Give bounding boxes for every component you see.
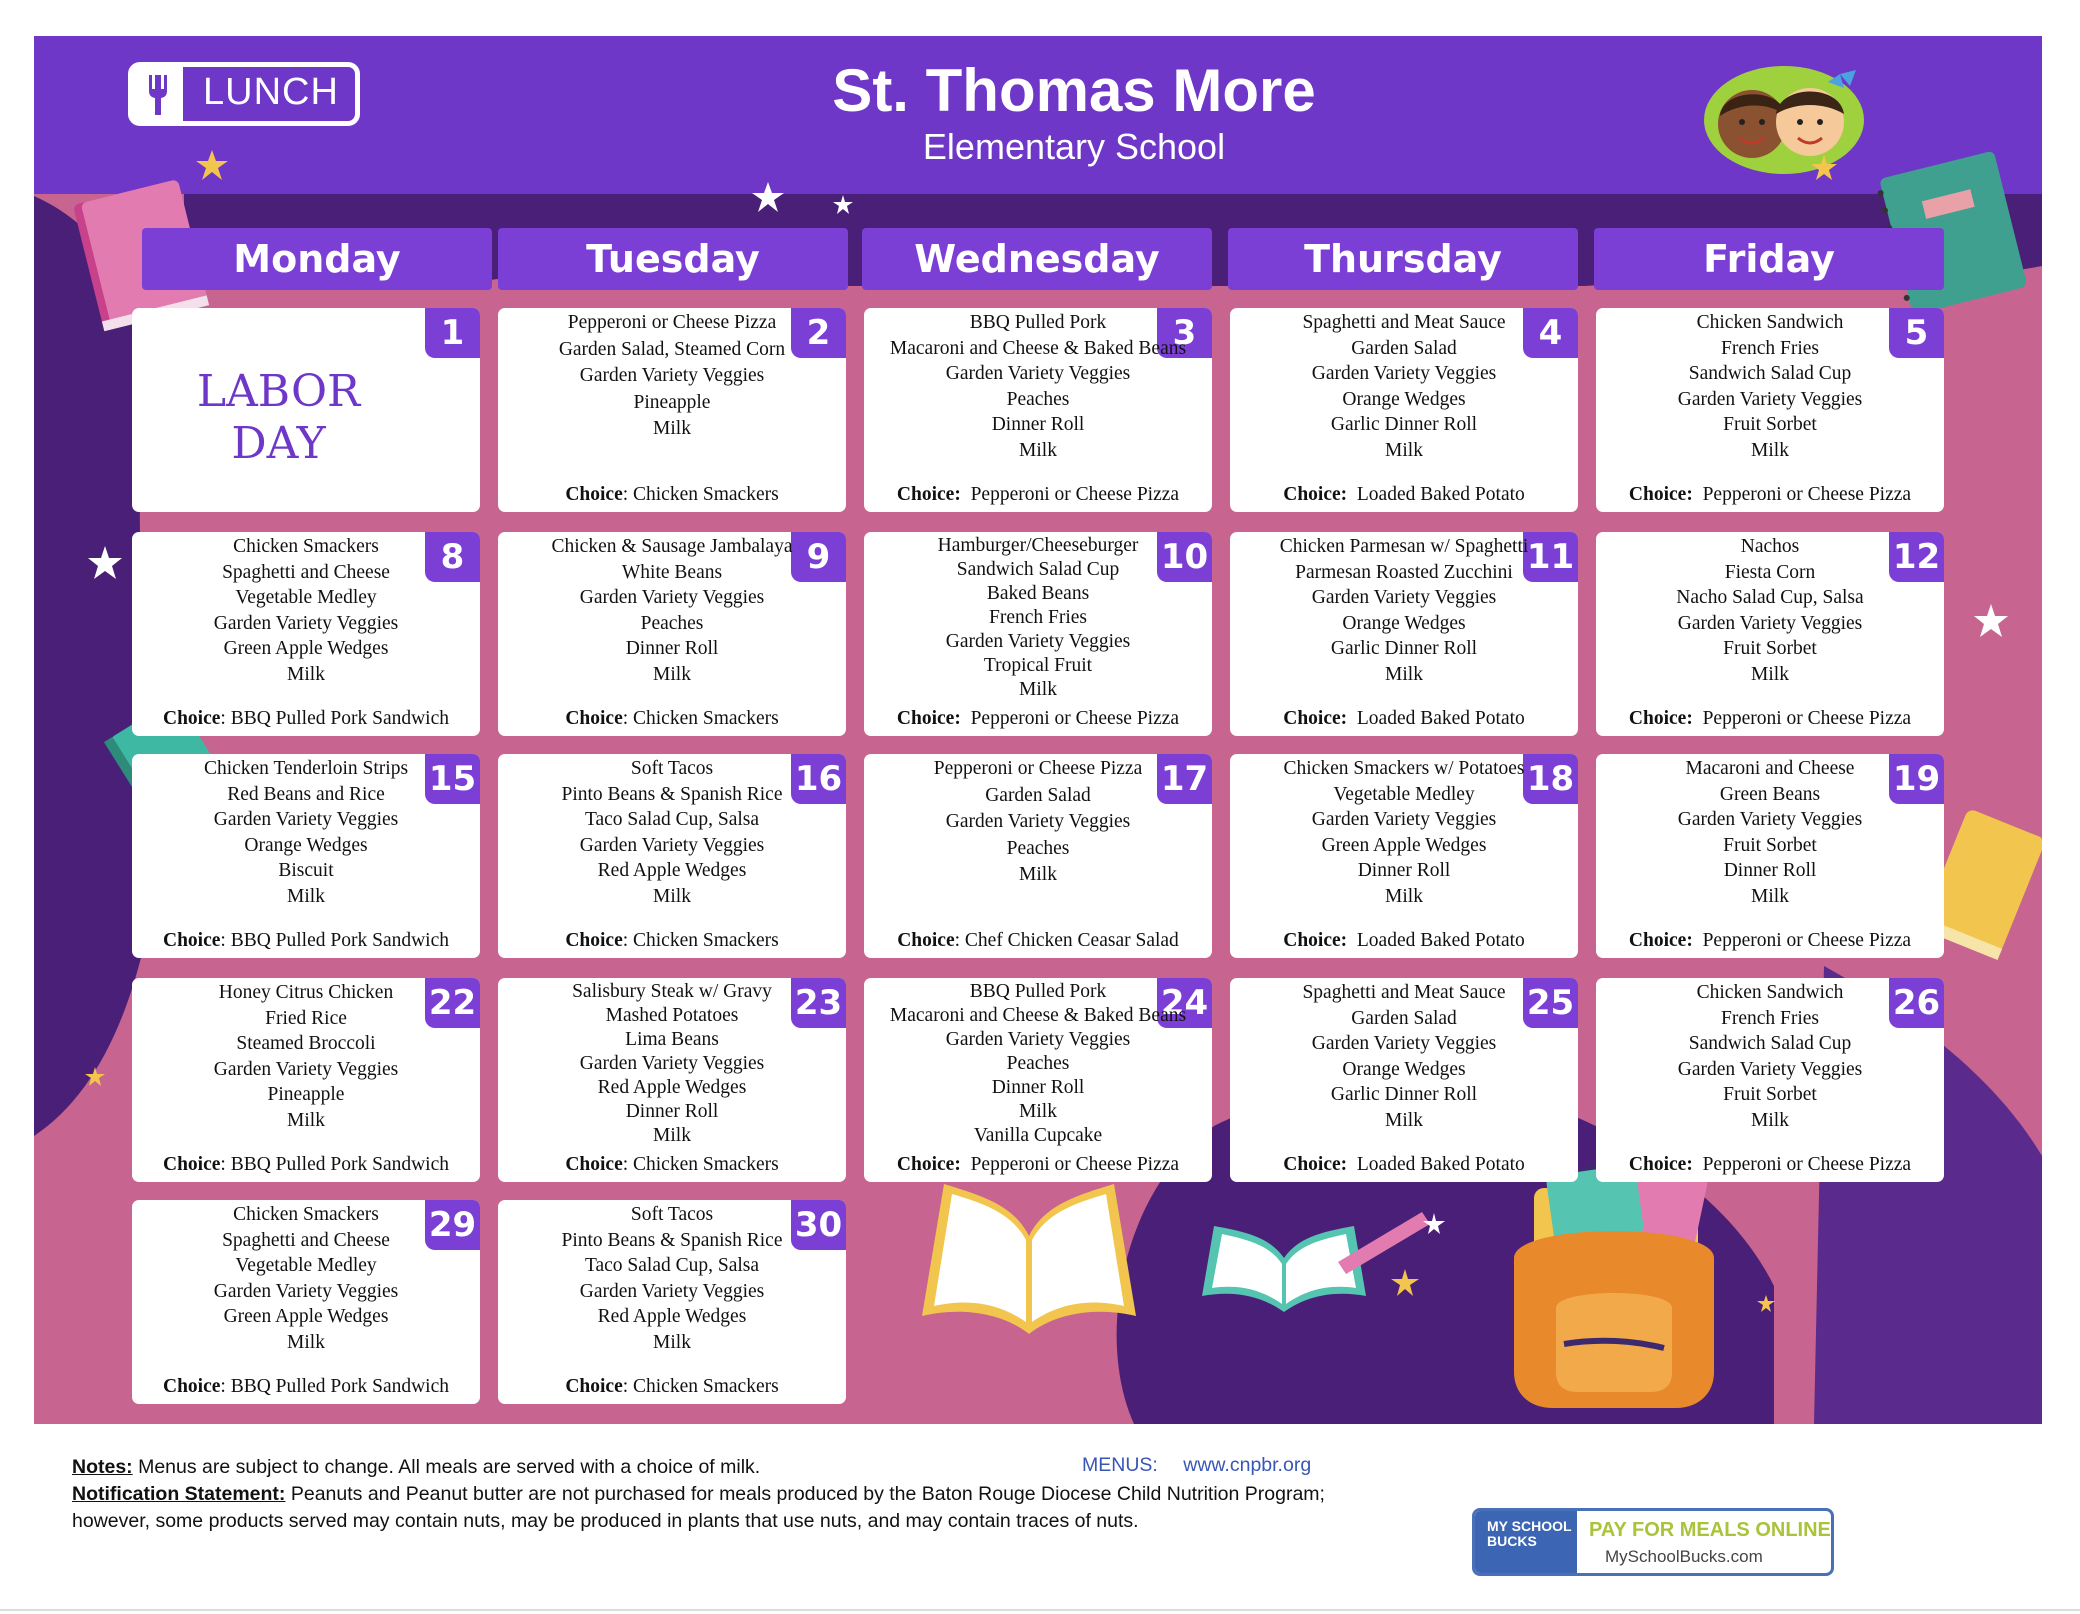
choice-value: : BBQ Pulled Pork Sandwich (220, 1154, 449, 1175)
choice-value: Pepperoni or Cheese Pizza (1692, 484, 1912, 505)
fork-icon (133, 67, 183, 121)
choice-line (498, 930, 846, 952)
date-badge: 16 (791, 754, 846, 804)
menu-item: Garlic Dinner Roll (1330, 638, 1478, 659)
star-icon (1972, 602, 2010, 640)
menu-items (498, 980, 846, 1148)
choice-value: : BBQ Pulled Pork Sandwich (220, 1376, 449, 1397)
menu-items (864, 756, 1212, 889)
menu-item: Soft Tacos (630, 1204, 714, 1225)
day-cell (132, 754, 480, 958)
menu-item: Honey Citrus Chicken (218, 982, 394, 1003)
star-icon (84, 1066, 106, 1088)
menu-item: Vegetable Medley (1333, 783, 1475, 805)
menu-item: Pepperoni or Cheese Pizza (933, 758, 1143, 779)
notification-line-2 (72, 1508, 1325, 1535)
day-cell (498, 308, 846, 512)
day-cell (132, 1200, 480, 1404)
menu-item: Chicken Sandwich (1696, 982, 1844, 1003)
date-badge: 3 (1157, 308, 1212, 358)
choice-line (864, 708, 1212, 730)
menu-item: Taco Salad Cup, Salsa (584, 809, 760, 830)
day-cell (1596, 978, 1944, 1182)
menu-item: Orange Wedges (1342, 1058, 1466, 1080)
day-cell (1230, 754, 1578, 958)
menu-item: Red Beans and Rice (227, 783, 385, 805)
choice-label: Choice: (1283, 708, 1348, 729)
date-badge: 30 (791, 1200, 846, 1250)
menu-item: Garden Variety Veggies (1311, 363, 1497, 384)
menu-items (498, 534, 846, 687)
menu-item: Milk (287, 1331, 325, 1353)
menu-items (1596, 756, 1944, 909)
choice-label: Choice (565, 1376, 623, 1397)
menu-item: Garden Variety Veggies (1677, 388, 1863, 410)
choice-value: : BBQ Pulled Pork Sandwich (220, 930, 449, 951)
menu-item: Peaches (1006, 837, 1070, 859)
lunch-label: LUNCH (203, 71, 339, 113)
menu-item: Garden Variety Veggies (579, 365, 765, 386)
menu-item: Milk (1019, 679, 1057, 700)
choice-line (864, 484, 1212, 506)
menu-item: Garden Variety Veggies (1677, 809, 1863, 830)
menu-item: Macaroni and Cheese & Baked Beans (889, 1005, 1187, 1026)
menu-item: Vegetable Medley (235, 587, 377, 608)
menu-item: Dinner Roll (625, 638, 719, 659)
menu-item: Garden Variety Veggies (213, 1280, 399, 1302)
menu-item: Peaches (1006, 1053, 1070, 1074)
choice-label: Choice: (1283, 1154, 1348, 1175)
choice-value: Loaded Baked Potato (1347, 930, 1525, 951)
menu-item: Milk (653, 663, 691, 685)
menu-item: White Beans (621, 561, 723, 583)
choice-label: Choice: (1283, 930, 1348, 951)
choice-value: : Chicken Smackers (622, 1154, 779, 1175)
date-badge: 8 (425, 532, 480, 582)
choice-label: Choice: (896, 484, 961, 505)
weekday-header-friday: Friday (1594, 228, 1944, 290)
menu-item: Dinner Roll (1723, 860, 1817, 881)
menu-item: Chicken Smackers (233, 536, 379, 557)
choice-label: Choice: (1283, 484, 1348, 505)
date-badge: 23 (791, 978, 846, 1028)
menu-item: Milk (1385, 1109, 1423, 1131)
menu-item: Garden Variety Veggies (579, 834, 765, 856)
date-badge: 1 (425, 308, 480, 358)
choice-label: Choice (565, 484, 623, 505)
menu-items (132, 756, 480, 909)
menu-item: Sandwich Salad Cup (956, 559, 1120, 580)
choice-line (132, 930, 480, 952)
day-cell (132, 308, 480, 512)
menu-items (1230, 310, 1578, 463)
day-cell (498, 754, 846, 958)
open-book-icon (904, 1166, 1154, 1346)
choice-label: Choice (565, 708, 623, 729)
menu-item: Milk (653, 418, 691, 439)
menu-items (864, 980, 1212, 1148)
open-book-icon (1188, 1186, 1458, 1326)
choice-value: : Chef Chicken Ceasar Salad (954, 930, 1179, 951)
notes-text: Menus are subject to change. All meals are served with a choice of milk. (132, 1456, 761, 1478)
menu-item: Garden Variety Veggies (1311, 1033, 1497, 1054)
lunch-badge (128, 62, 360, 126)
menu-item: Peaches (640, 612, 704, 634)
choice-line (1230, 484, 1578, 506)
menu-item: Red Apple Wedges (597, 1077, 747, 1098)
date-badge: 5 (1889, 308, 1944, 358)
menu-items (1596, 534, 1944, 687)
menu-item: Green Beans (1719, 783, 1821, 805)
choice-line (132, 708, 480, 730)
kids-faces-icon (1700, 58, 1864, 176)
menu-item: Fruit Sorbet (1723, 414, 1817, 435)
menu-item: Milk (1751, 1109, 1789, 1131)
choice-value: Loaded Baked Potato (1347, 484, 1525, 505)
menu-item: Nacho Salad Cup, Salsa (1676, 587, 1864, 608)
choice-line (1596, 930, 1944, 952)
menu-item: Garden Variety Veggies (579, 1053, 765, 1074)
day-cell (498, 978, 846, 1182)
star-icon (750, 180, 786, 216)
menu-item: Parmesan Roasted Zucchini (1295, 561, 1513, 583)
menu-item: Milk (653, 1125, 691, 1146)
notification-label: Notification Statement: (72, 1483, 286, 1505)
star-icon (1390, 1268, 1420, 1298)
menu-item: Milk (287, 1109, 325, 1131)
date-badge: 17 (1157, 754, 1212, 804)
menu-item: BBQ Pulled Pork (969, 981, 1107, 1002)
day-cell (498, 532, 846, 736)
menu-items (132, 534, 480, 687)
menu-item: Milk (287, 663, 325, 685)
menu-item: Vegetable Medley (235, 1255, 377, 1276)
menu-poster (34, 36, 2042, 1424)
menu-items (864, 310, 1212, 463)
menu-item: Garden Salad (985, 784, 1091, 806)
menu-item: Pineapple (267, 1084, 345, 1105)
choice-line (1596, 708, 1944, 730)
star-icon (1422, 1212, 1446, 1236)
choice-label: Choice (163, 708, 221, 729)
choice-label: Choice: (896, 1154, 961, 1175)
menu-item: Chicken Smackers (233, 1204, 379, 1225)
menu-item: Milk (1385, 885, 1423, 907)
menu-item: Macaroni and Cheese (1685, 758, 1855, 779)
menu-items (1230, 980, 1578, 1133)
menu-item: Garlic Dinner Roll (1330, 414, 1478, 435)
weekday-header-tuesday: Tuesday (498, 228, 848, 290)
menu-items (498, 310, 846, 443)
choice-label: Choice: (1628, 930, 1693, 951)
menu-item: Garden Variety Veggies (945, 631, 1131, 652)
menu-item: Milk (1751, 663, 1789, 685)
choice-value: Loaded Baked Potato (1347, 708, 1525, 729)
choice-label: Choice: (1628, 484, 1693, 505)
menu-item: Milk (1385, 663, 1423, 685)
choice-line (1230, 1154, 1578, 1176)
menu-item: Macaroni and Cheese & Baked Beans (889, 337, 1187, 359)
day-cell (864, 532, 1212, 736)
menu-item: Garden Variety Veggies (1311, 587, 1497, 608)
choice-label: Choice (163, 930, 221, 951)
choice-value: : Chicken Smackers (622, 1376, 779, 1397)
day-cell (132, 978, 480, 1182)
date-badge: 24 (1157, 978, 1212, 1028)
menus-url[interactable]: www.cnpbr.org (1183, 1454, 1312, 1476)
menu-item: Chicken Sandwich (1696, 312, 1844, 333)
weekday-header-wednesday: Wednesday (862, 228, 1212, 290)
choice-label: Choice: (1628, 1154, 1693, 1175)
school-title: St. Thomas More (832, 57, 1316, 124)
menu-items (864, 534, 1212, 702)
menu-item: Garden Variety Veggies (213, 809, 399, 830)
day-cell (864, 978, 1212, 1182)
menu-item: Spaghetti and Meat Sauce (1302, 312, 1506, 333)
holiday-word: LABOR (196, 366, 361, 417)
day-cell (1230, 978, 1578, 1182)
weekday-header-monday: Monday (142, 228, 492, 290)
choice-label: Choice (163, 1376, 221, 1397)
menu-item: Milk (1019, 864, 1057, 885)
menu-item: Garden Salad (1351, 337, 1457, 359)
menu-item: Dinner Roll (991, 414, 1085, 435)
choice-value: : Chicken Smackers (622, 708, 779, 729)
choice-label: Choice (897, 930, 955, 951)
menu-item: Green Apple Wedges (1321, 834, 1487, 856)
menu-item: Garden Salad (1351, 1007, 1457, 1029)
menu-item: Chicken & Sausage Jambalaya (551, 536, 793, 557)
menu-item: Biscuit (278, 860, 334, 881)
choice-label: Choice (163, 1154, 221, 1175)
menu-item: Vanilla Cupcake (973, 1125, 1103, 1146)
menu-item: Milk (1751, 885, 1789, 907)
menu-item: French Fries (1720, 337, 1820, 359)
choice-line (498, 1154, 846, 1176)
menu-item: Taco Salad Cup, Salsa (584, 1255, 760, 1276)
choice-line (132, 1376, 480, 1398)
choice-value: : Chicken Smackers (622, 484, 779, 505)
menu-item: Garden Variety Veggies (1311, 809, 1497, 830)
day-cell (864, 308, 1212, 512)
pay-for-meals-label: PAY FOR MEALS ONLINE (1589, 1519, 1831, 1541)
myschoolbucks-site[interactable]: MySchoolBucks.com (1605, 1547, 1763, 1566)
star-icon (1756, 1294, 1776, 1314)
menu-item: Mashed Potatoes (605, 1005, 739, 1026)
menu-item: Salisbury Steak w/ Gravy (572, 981, 772, 1002)
date-badge: 26 (1889, 978, 1944, 1028)
menu-item: Chicken Smackers w/ Potatoes (1283, 758, 1525, 779)
menu-item: Garden Variety Veggies (1677, 1058, 1863, 1080)
choice-value: Pepperoni or Cheese Pizza (960, 1154, 1180, 1175)
menu-item: Orange Wedges (1342, 612, 1466, 634)
date-badge: 29 (425, 1200, 480, 1250)
star-icon (194, 148, 230, 184)
menu-item: Fruit Sorbet (1723, 638, 1817, 659)
menu-item: Nachos (1740, 536, 1800, 557)
choice-line (498, 708, 846, 730)
day-cell (864, 754, 1212, 958)
day-cell (1230, 308, 1578, 512)
menu-item: Hamburger/Cheeseburger (937, 535, 1139, 556)
date-badge: 2 (791, 308, 846, 358)
choice-value: : BBQ Pulled Pork Sandwich (220, 708, 449, 729)
menu-item: Garden Salad, Steamed Corn (558, 338, 786, 360)
holiday-word: DAY (231, 418, 326, 469)
menu-item: BBQ Pulled Pork (969, 312, 1107, 333)
menu-items (498, 1202, 846, 1355)
day-cell (132, 532, 480, 736)
menu-item: Green Apple Wedges (223, 1306, 389, 1327)
star-icon (832, 194, 854, 216)
choice-value: : Chicken Smackers (622, 930, 779, 951)
choice-line (1596, 1154, 1944, 1176)
menu-item: Dinner Roll (1357, 860, 1451, 881)
choice-value: Pepperoni or Cheese Pizza (960, 708, 1180, 729)
menu-item: French Fries (988, 607, 1088, 628)
notification-line (72, 1481, 1325, 1508)
menu-item: Garden Variety Veggies (945, 363, 1131, 384)
choice-line (864, 930, 1212, 952)
date-badge: 22 (425, 978, 480, 1028)
notification-text: Peanuts and Peanut butter are not purchased for meals produced by the Baton Rouge Diocese Child Nutrition Program; (285, 1483, 1325, 1505)
menu-item: Garden Variety Veggies (945, 811, 1131, 832)
menu-item: Garden Variety Veggies (579, 587, 765, 608)
menu-item: Chicken Parmesan w/ Spaghetti (1279, 536, 1529, 557)
menus-link[interactable] (1082, 1454, 1311, 1477)
menu-item: Spaghetti and Cheese (222, 561, 390, 583)
star-icon (86, 544, 124, 582)
menu-item: Peaches (1006, 388, 1070, 410)
school-subtitle: Elementary School (922, 126, 1226, 167)
menu-item: Orange Wedges (1342, 388, 1466, 410)
menu-item: Soft Tacos (630, 758, 714, 779)
menu-item: Baked Beans (986, 583, 1090, 604)
menu-item: Milk (287, 885, 325, 907)
day-cell (1230, 532, 1578, 736)
menu-item: Pepperoni or Cheese Pizza (567, 312, 777, 333)
choice-line (1230, 930, 1578, 952)
choice-label: Choice (565, 930, 623, 951)
date-badge: 18 (1523, 754, 1578, 804)
page-divider (0, 1609, 2080, 1611)
menu-item: Fruit Sorbet (1723, 834, 1817, 856)
choice-line (1596, 484, 1944, 506)
menu-item: Sandwich Salad Cup (1688, 363, 1852, 384)
pay-online-badge[interactable] (1472, 1508, 1834, 1576)
menu-items (132, 1202, 480, 1355)
menu-items (1230, 534, 1578, 687)
menu-item: Lima Beans (625, 1029, 719, 1050)
choice-value: Pepperoni or Cheese Pizza (960, 484, 1180, 505)
menu-item: Fruit Sorbet (1723, 1084, 1817, 1105)
day-cell (1596, 754, 1944, 958)
menu-item: Pinto Beans & Spanish Rice (561, 1229, 783, 1251)
choice-value: Pepperoni or Cheese Pizza (1692, 708, 1912, 729)
menu-item: Fried Rice (265, 1007, 347, 1029)
menu-item: Dinner Roll (991, 1077, 1085, 1098)
day-cell (1596, 308, 1944, 512)
holiday-label (132, 366, 425, 470)
menu-item: Red Apple Wedges (597, 860, 747, 881)
menu-item: Garlic Dinner Roll (1330, 1084, 1478, 1105)
menu-item: Fiesta Corn (1724, 561, 1816, 583)
date-badge: 10 (1157, 532, 1212, 582)
menu-items (1596, 980, 1944, 1133)
menu-item: Milk (1019, 439, 1057, 461)
menu-item: Spaghetti and Cheese (222, 1229, 390, 1251)
date-badge: 4 (1523, 308, 1578, 358)
menu-items (1596, 310, 1944, 463)
date-badge: 25 (1523, 978, 1578, 1028)
day-cell (498, 1200, 846, 1404)
menu-item: Dinner Roll (625, 1101, 719, 1122)
menu-item: Pineapple (633, 391, 711, 413)
menu-item: Steamed Broccoli (236, 1033, 376, 1054)
menu-item: Milk (1751, 439, 1789, 461)
date-badge: 15 (425, 754, 480, 804)
myschoolbucks-logo: MY SCHOOL BUCKS (1475, 1511, 1577, 1573)
menu-items (498, 756, 846, 909)
menu-item: Milk (1385, 439, 1423, 461)
menu-item: Orange Wedges (244, 834, 368, 856)
choice-label: Choice: (1628, 708, 1693, 729)
choice-line (864, 1154, 1212, 1176)
menu-item: Milk (1019, 1101, 1057, 1122)
choice-label: Choice (565, 1154, 623, 1175)
choice-line (498, 484, 846, 506)
menu-item: Milk (653, 1331, 691, 1353)
menu-item: Garden Variety Veggies (213, 612, 399, 634)
day-cell (1596, 532, 1944, 736)
choice-value: Pepperoni or Cheese Pizza (1692, 930, 1912, 951)
menu-item: Garden Variety Veggies (945, 1029, 1131, 1050)
star-icon (1810, 154, 1838, 182)
choice-value: Loaded Baked Potato (1347, 1154, 1525, 1175)
date-badge: 12 (1889, 532, 1944, 582)
weekday-header-thursday: Thursday (1228, 228, 1578, 290)
choice-label: Choice: (896, 708, 961, 729)
choice-line (132, 1154, 480, 1176)
menu-item: Garden Variety Veggies (1677, 612, 1863, 634)
date-badge: 19 (1889, 754, 1944, 804)
menu-item: Garden Variety Veggies (213, 1058, 399, 1080)
choice-line (1230, 708, 1578, 730)
menus-label: MENUS: (1082, 1454, 1158, 1476)
menu-items (1230, 756, 1578, 909)
backpack-icon (1494, 1158, 1734, 1414)
menu-item: Tropical Fruit (983, 655, 1093, 676)
menu-items (132, 980, 480, 1133)
choice-value: Pepperoni or Cheese Pizza (1692, 1154, 1912, 1175)
date-badge: 9 (791, 532, 846, 582)
choice-line (498, 1376, 846, 1398)
menu-item: Green Apple Wedges (223, 638, 389, 659)
notes-label: Notes: (72, 1456, 133, 1478)
notification-text-2: however, some products served may contain nuts, may be produced in plants that use nuts, and may contain traces of nuts. (72, 1510, 1139, 1532)
menu-item: Garden Variety Veggies (579, 1280, 765, 1302)
menu-item: Chicken Tenderloin Strips (203, 758, 409, 779)
menu-item: French Fries (1720, 1007, 1820, 1029)
menu-item: Milk (653, 885, 691, 907)
menu-item: Sandwich Salad Cup (1688, 1033, 1852, 1054)
date-badge: 11 (1523, 532, 1578, 582)
menu-item: Spaghetti and Meat Sauce (1302, 982, 1506, 1003)
menu-item: Red Apple Wedges (597, 1306, 747, 1327)
menu-item: Pinto Beans & Spanish Rice (561, 783, 783, 805)
